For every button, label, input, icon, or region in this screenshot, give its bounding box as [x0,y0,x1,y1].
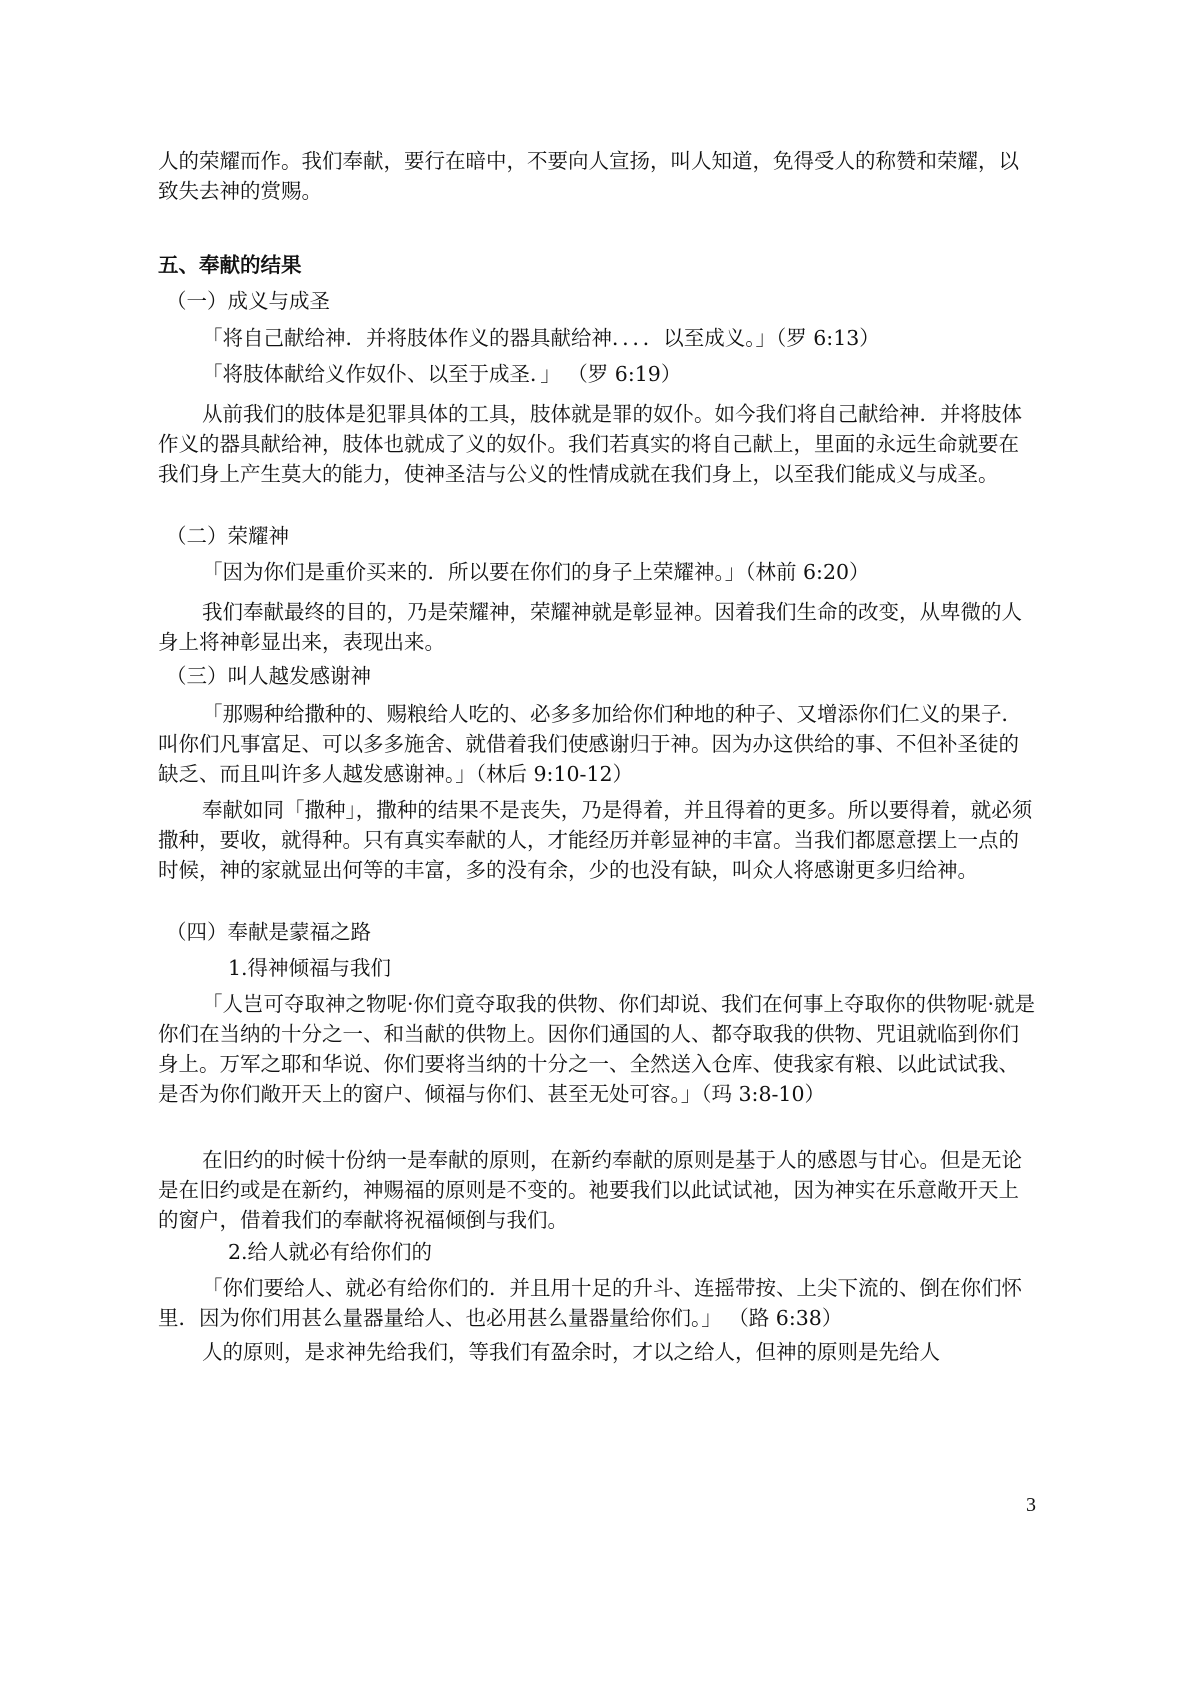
subsection-2-title: （二）荣耀神 [166,524,289,548]
section-heading: 五、奉献的结果 [158,253,302,277]
subsection-2-quote: 「因为你们是重价买来的．所以要在你们的身子上荣耀神。」（林前 6:20） [202,560,870,584]
subsection-1-paragraph: 从前我们的肢体是犯罪具体的工具，肢体就是罪的奴仆。如今我们将自己献给神．并将肢体作义的器具献给神，肢体也就成了义的奴仆。我们若真实的将自己献上，里面的永远生命就要在我们身上产生莫大的能力，使神圣洁与公义的性情成就在我们身上，以至我们能成义与成圣。 [158,402,1022,486]
subsection-3-paragraph: 奉献如同「撒种」，撒种的结果不是丧失，乃是得着，并且得着的更多。所以要得着，就必须撒种，要收，就得种。只有真实奉献的人，才能经历并彰显神的丰富。当我们都愿意摆上一点的时候，神的家就显出何等的丰富，多的没有余，少的也没有缺，叫众人将感谢更多归给神。 [158,798,1033,882]
subsection-1-quote-2: 「将肢体献给义作奴仆、以至于成圣．」 （罗 6:19） [202,362,682,386]
item-1-quote: 「人岂可夺取神之物呢·你们竟夺取我的供物、你们却说、我们在何事上夺取你的供物呢·就是你们在当纳的十分之一、和当献的供物上。因你们通国的人、都夺取我的供物、咒诅就临到你们身上。万军之耶和华说、你们要将当纳的十分之一、全然送入仓库、使我家有粮、以此试试我、是否为你们敞开天上的窗户、倾福与你们、甚至无处可容。」（玛 3:8-10） [158,992,1036,1106]
page-number: 3 [1026,1494,1036,1516]
subsection-4-title: （四）奉献是蒙福之路 [166,920,371,944]
subsection-2-paragraph: 我们奉献最终的目的，乃是荣耀神，荣耀神就是彰显神。因着我们生命的改变，从卑微的人身上将神彰显出来，表现出来。 [158,600,1022,654]
subsection-1-title: （一）成义与成圣 [166,289,330,313]
item-1-title: 1.得神倾福与我们 [228,956,392,980]
item-2-title: 2.给人就必有给你们的 [228,1240,433,1264]
item-2-quote: 「你们要给人、就必有给你们的．并且用十足的升斗、连摇带按、上尖下流的、倒在你们怀里．因为你们用甚么量器量给人、也必用甚么量器量给你们。」 （路 6:38） [158,1276,1022,1330]
item-1-paragraph: 在旧约的时候十份纳一是奉献的原则，在新约奉献的原则是基于人的感恩与甘心。但是无论是在旧约或是在新约，神赐福的原则是不变的。祂要我们以此试试祂，因为神实在乐意敞开天上的窗户，借着我们的奉献将祝福倾倒与我们。 [158,1148,1022,1232]
subsection-1-quote-1: 「将自己献给神．并将肢体作义的器具献给神．．．．以至成义。」（罗 6:13） [202,326,880,350]
top-paragraph: 人的荣耀而作。我们奉献，要行在暗中，不要向人宣扬，叫人知道，免得受人的称赞和荣耀，以致失去神的赏赐。 [158,149,1019,203]
subsection-3-title: （三）叫人越发感谢神 [166,664,371,688]
item-2-paragraph: 人的原则，是求神先给我们，等我们有盈余时，才以之给人，但神的原则是先给人 [202,1340,940,1364]
subsection-3-quote: 「那赐种给撒种的、赐粮给人吃的、必多多加给你们种地的种子、又增添你们仁义的果子．叫你们凡事富足、可以多多施舍、就借着我们使感谢归于神。因为办这供给的事、不但补圣徒的缺乏、而且叫许多人越发感谢神。」（林后 9:10-12） [158,702,1022,786]
